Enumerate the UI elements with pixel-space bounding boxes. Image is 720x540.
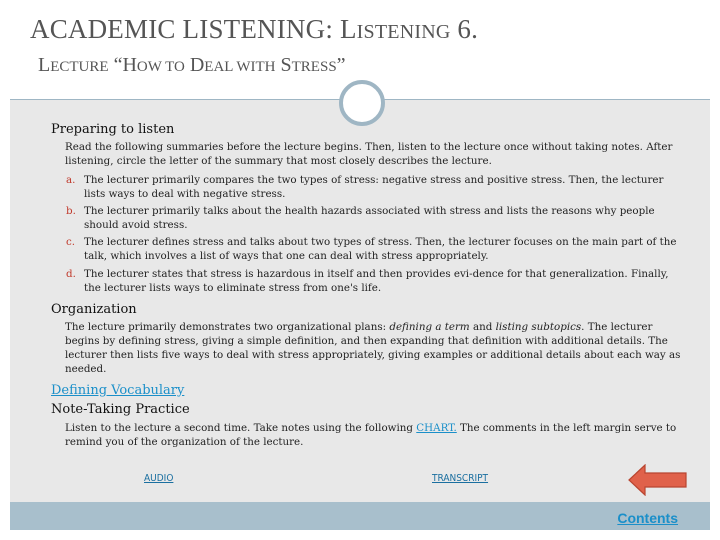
slide-subtitle [38, 54, 346, 77]
preparing-heading: Preparing to listen [51, 122, 175, 137]
back-arrow-shape [629, 465, 686, 495]
org-term-listing: listing subtopics [495, 321, 582, 333]
audio-link[interactable]: AUDIO [144, 473, 174, 484]
option-text: lists ways to deal with negative stress. [84, 188, 286, 201]
subtitle-part: ” [336, 54, 346, 76]
option-letter: d. [66, 268, 76, 280]
note-taking-line: remind you of the organization of the lecture. [65, 436, 304, 448]
note-taking-line [65, 421, 676, 435]
organization-line: needed. [65, 363, 107, 375]
note-text: The comments in the left margin serve to [456, 422, 677, 434]
title-number: 6. [450, 14, 479, 44]
note-text: Listen to the lecture a second time. Take notes using the following [65, 422, 417, 434]
decorative-circle-icon [339, 80, 385, 126]
footer-bar [10, 502, 710, 530]
option-text: The lecturer primarily talks about the health hazards associated with stress and lists the reasons why people [84, 205, 655, 217]
slide-title [30, 14, 478, 45]
option-text: The lecturer defines stress and talks about two types of stress. Then, the lecturer focuses on the main part of the [84, 236, 677, 248]
option-text: talk, which involves a list of ways that one can deal with stress appropriately. [84, 250, 489, 263]
option-letter: a. [66, 174, 76, 186]
subtitle-part: “H [108, 54, 137, 76]
organization-line: begins by defining stress, giving a simple definition, and then expanding that definition with additional details. The [65, 335, 668, 347]
subtitle-part: TRESS [291, 59, 337, 75]
option-text: The lecturer states that stress is hazardous in itself and then provides evi-dence for that generalization. Finally, [84, 268, 669, 280]
subtitle-part: S [275, 54, 292, 76]
option-letter: c. [66, 236, 76, 248]
chart-link[interactable]: CHART. [416, 422, 457, 434]
transcript-link[interactable]: TRANSCRIPT [432, 473, 489, 484]
subtitle-part: L [38, 54, 51, 76]
subtitle-part: D [184, 54, 205, 76]
option-text: The lecturer primarily compares the two types of stress: negative stress and positive stress. Then, the lecturer [84, 174, 664, 186]
organization-heading: Organization [51, 302, 137, 317]
org-term-defining: defining a term [389, 321, 470, 333]
organization-line: lecturer then lists five ways to deal with stress appropriately, giving examples or additional details about each way as [65, 349, 681, 361]
title-small-caps: ISTENING [356, 21, 451, 43]
title-main: ACADEMIC LISTENING: L [30, 14, 357, 44]
org-text: . The lecturer [581, 321, 653, 333]
preparing-intro-line: listening, circle the letter of the summary that most closely describes the lecture. [65, 155, 492, 167]
organization-line [65, 320, 652, 334]
option-text: should avoid stress. [84, 219, 188, 232]
back-arrow-icon[interactable] [628, 464, 688, 496]
org-text: and [469, 321, 496, 333]
defining-vocabulary-link[interactable]: Defining Vocabulary [51, 383, 185, 398]
subtitle-part: EAL WITH [204, 59, 276, 75]
subtitle-part: ECTURE [50, 59, 109, 75]
subtitle-part: OW TO [136, 59, 185, 75]
contents-link[interactable]: Contents [617, 510, 678, 526]
org-text: The lecture primarily demonstrates two organizational plans: [65, 321, 390, 333]
note-taking-heading: Note-Taking Practice [51, 402, 190, 417]
preparing-intro-line: Read the following summaries before the lecture begins. Then, listen to the lecture once without taking notes. After [65, 141, 673, 153]
option-letter: b. [66, 205, 76, 217]
option-text: the lecturer lists ways to eliminate stress from one's life. [84, 282, 382, 295]
